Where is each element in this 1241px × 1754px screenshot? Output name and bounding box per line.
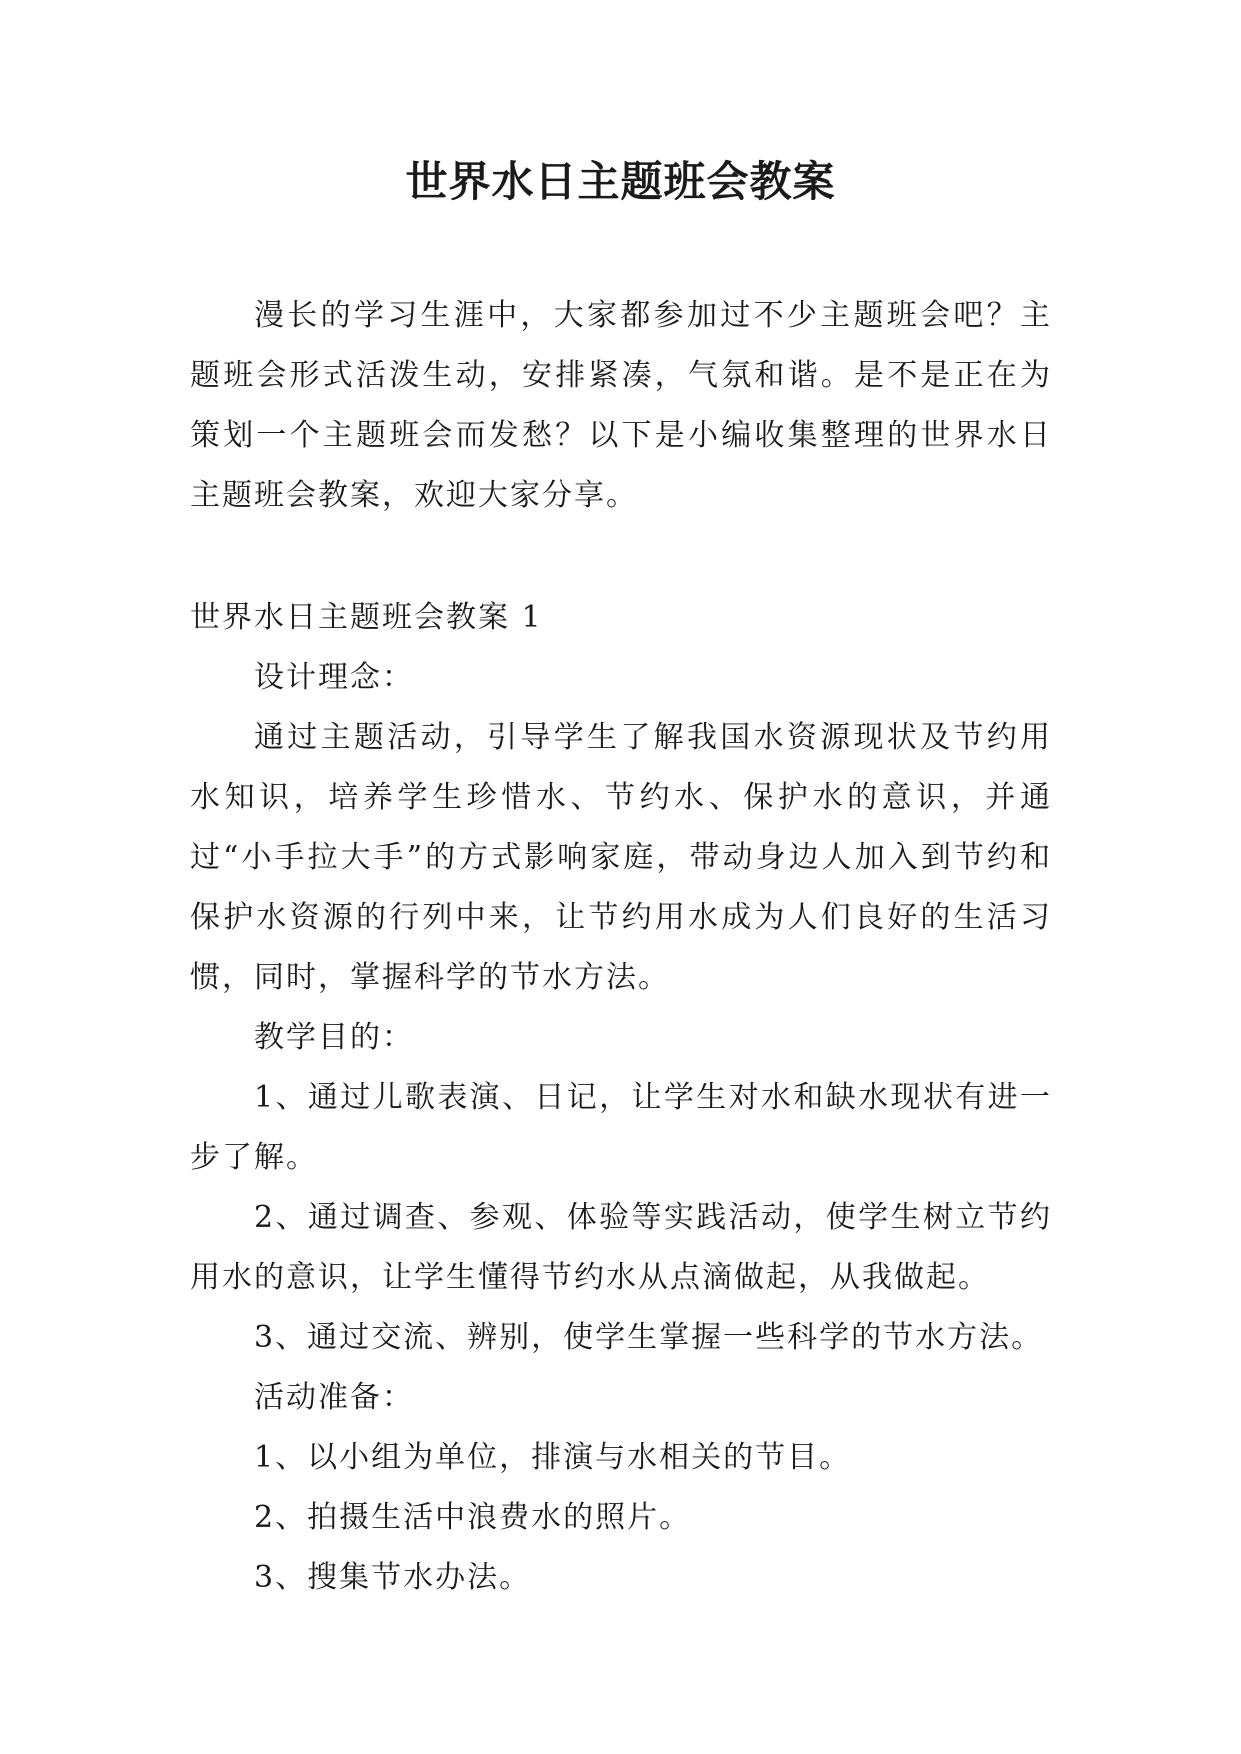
document-body xyxy=(190,286,1052,1608)
intro-paragraph: 漫长的学习生涯中，大家都参加过不少主题班会吧？主题班会形式活泼生动，安排紧凑，气氛和谐。是不是正在为策划一个主题班会而发愁？以下是小编收集整理的世界水日主题班会教案，欢迎大家分享。 xyxy=(190,298,1052,513)
prep-item: 2、拍摄生活中浪费水的照片。 xyxy=(254,1500,692,1535)
document-title: 世界水日主题班会教案 xyxy=(405,157,836,206)
prep-label: 活动准备： xyxy=(254,1380,414,1415)
goal-item: 3、通过交流、辨别，使学生掌握一些科学的节水方法。 xyxy=(254,1320,1044,1355)
section-heading: 世界水日主题班会教案 1 xyxy=(190,600,543,635)
goal-item: 2、通过调查、参观、体验等实践活动，使学生树立节约用水的意识，让学生懂得节约水从点滴做起，从我做起。 xyxy=(190,1200,1052,1295)
prep-item: 3、搜集节水办法。 xyxy=(254,1560,532,1595)
design-paragraph: 通过主题活动，引导学生了解我国水资源现状及节约用水知识，培养学生珍惜水、节约水、保护水的意识，并通过“小手拉大手”的方式影响家庭，带动身边人加入到节约和保护水资源的行列中来，让节约用水成为人们良好的生活习惯，同时，掌握科学的节水方法。 xyxy=(190,720,1052,995)
prep-item: 1、以小组为单位，排演与水相关的节目。 xyxy=(254,1440,852,1475)
goal-label: 教学目的： xyxy=(254,1020,414,1055)
goal-item: 1、通过儿歌表演、日记，让学生对水和缺水现状有进一步了解。 xyxy=(190,1080,1052,1175)
design-label: 设计理念： xyxy=(254,660,414,695)
